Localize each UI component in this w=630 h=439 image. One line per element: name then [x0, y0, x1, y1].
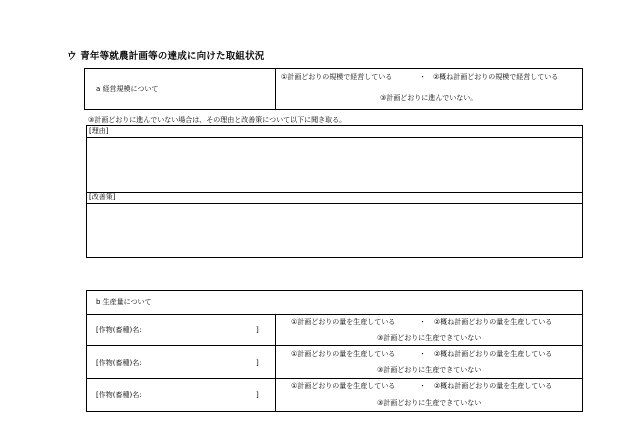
management-option-separator: ・ — [419, 73, 426, 81]
crop-label-3: [作物(畜種)名: — [96, 391, 142, 399]
management-divider — [275, 68, 276, 110]
production-row-2-separator: ・ — [419, 350, 426, 358]
improvement-label: [改善策] — [89, 193, 116, 201]
improvement-top-line — [86, 192, 583, 193]
improvement-label-underline — [86, 203, 583, 204]
followup-instruction: ③計画どおりに進んでいない場合は、その理由と改善策について以下に聞き取る。 — [88, 116, 347, 124]
production-row-3-separator: ・ — [419, 382, 426, 390]
crop-label-2: [作物(畜種)名: — [96, 359, 142, 367]
production-row-1-option-1[interactable]: ①計画どおりの量を生産している — [291, 318, 396, 326]
production-row-3-option-1[interactable]: ①計画どおりの量を生産している — [291, 382, 396, 390]
production-row-1-option-2[interactable]: ②概ね計画どおりの量を生産している — [434, 318, 553, 326]
management-option-2[interactable]: ②概ね計画どおりの規模で経営している — [433, 73, 559, 81]
production-row-2-option-3[interactable]: ③計画どおりに生産できていない — [377, 366, 482, 374]
management-option-1[interactable]: ①計画どおりの規模で経営している — [281, 73, 393, 81]
production-divider — [275, 314, 276, 412]
production-header-line — [86, 314, 583, 315]
crop-label-1: [作物(畜種)名: — [96, 326, 142, 334]
production-row-1-bottom — [86, 345, 583, 346]
reason-label-underline — [86, 137, 583, 138]
management-scale-label: a 経営規模について — [96, 85, 159, 93]
section-title: ウ 青年等就農計画等の達成に向けた取組状況 — [67, 51, 265, 62]
production-row-2-option-2[interactable]: ②概ね計画どおりの量を生産している — [434, 350, 553, 358]
production-row-1-separator: ・ — [419, 318, 426, 326]
production-row-2-option-1[interactable]: ①計画どおりの量を生産している — [291, 350, 396, 358]
crop-bracket-close-3: ] — [256, 391, 259, 399]
crop-bracket-close-2: ] — [256, 359, 259, 367]
production-row-3-option-3[interactable]: ③計画どおりに生産できていない — [377, 399, 482, 407]
production-row-3-option-2[interactable]: ②概ね計画どおりの量を生産している — [434, 382, 553, 390]
crop-bracket-close-1: ] — [256, 326, 259, 334]
production-row-1-option-3[interactable]: ③計画どおりに生産できていない — [377, 334, 482, 342]
management-option-3[interactable]: ③計画どおりに進んでいない。 — [380, 94, 478, 102]
reason-label: [理由] — [89, 127, 109, 135]
production-label: b 生産量について — [96, 298, 152, 306]
production-row-2-bottom — [86, 378, 583, 379]
